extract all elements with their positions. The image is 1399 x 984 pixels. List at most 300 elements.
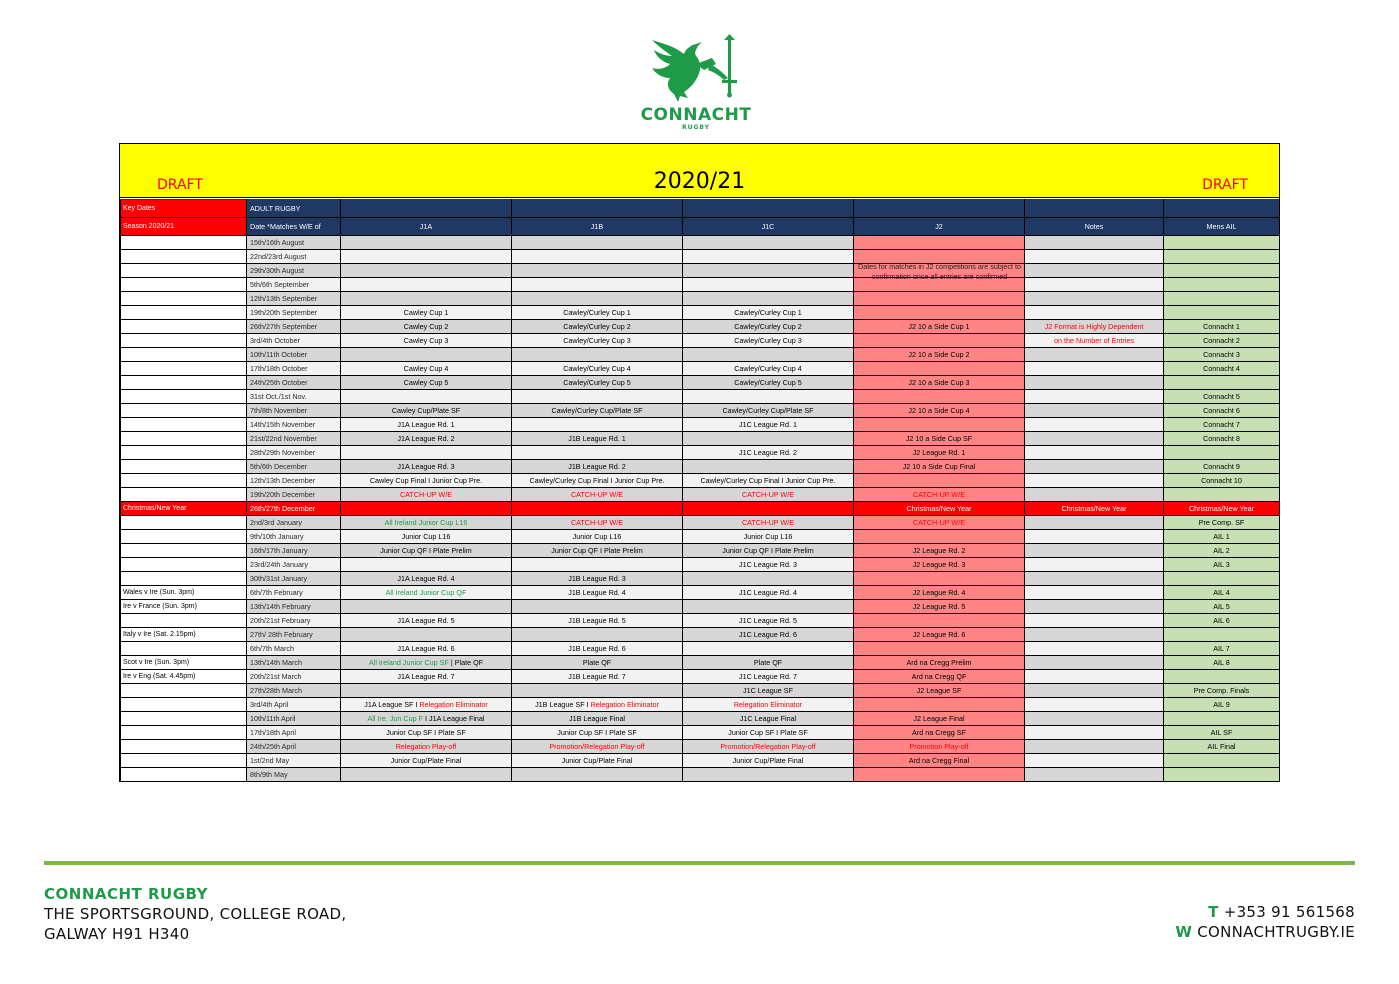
fixture-cell [854, 390, 1025, 404]
fixture-cell: AIL SF [1164, 726, 1280, 740]
fixture-cell: Ard na Cregg Prelim [854, 656, 1025, 670]
fixture-cell [1025, 558, 1164, 572]
footer-contact [1175, 902, 1355, 942]
table-row [121, 712, 1280, 726]
fixture-cell [1164, 264, 1280, 278]
fixture-cell [1025, 250, 1164, 264]
fixture-cell: Cawley/Curley Cup 5 [683, 376, 854, 390]
date-cell: 2nd/3rd January [247, 516, 341, 530]
fixture-cell [683, 572, 854, 586]
fixture-cell [512, 390, 683, 404]
fixture-cell [1025, 754, 1164, 768]
key-date-cell [121, 418, 247, 432]
fixture-cell [1025, 488, 1164, 502]
key-date-cell [121, 530, 247, 544]
fixture-cell [341, 390, 512, 404]
fixture-cell: Cawley/Curley Cup/Plate SF [683, 404, 854, 418]
fixture-cell [854, 418, 1025, 432]
fixture-cell: Plate QF [512, 656, 683, 670]
fixture-cell [1025, 726, 1164, 740]
key-date-cell: Scot v Ire (Sun. 3pm) [121, 656, 247, 670]
date-cell: 15th/16th August [247, 236, 341, 250]
fixture-cell [1025, 656, 1164, 670]
fixture-cell [854, 530, 1025, 544]
fixture-cell: Promotion Play-off [854, 740, 1025, 754]
key-date-cell [121, 460, 247, 474]
date-cell: 20th/21st March [247, 670, 341, 684]
draft-label-right: DRAFT [1202, 177, 1248, 193]
eagle-sword-icon [644, 34, 748, 104]
fixture-part: Relegation Eliminator [590, 699, 659, 709]
fixture-cell [512, 292, 683, 306]
column-header: Mens AIL [1164, 218, 1280, 236]
fixture-part: J1A League SF I [364, 699, 420, 709]
fixture-cell [341, 292, 512, 306]
fixture-cell [1025, 418, 1164, 432]
table-row [121, 334, 1280, 348]
fixture-cell [341, 698, 512, 712]
fixture-cell: J1C League Rd. 4 [683, 586, 854, 600]
fixture-cell: J1B League Rd. 1 [512, 432, 683, 446]
fixture-cell: Connacht 3 [1164, 348, 1280, 362]
fixture-cell: Ard na Cregg Final [854, 754, 1025, 768]
fixture-cell [512, 250, 683, 264]
fixture-cell: J2 League Final [854, 712, 1025, 726]
footer-address [44, 884, 346, 944]
date-cell: 27th/28th March [247, 684, 341, 698]
fixture-cell: J2 10 a Side Cup 3 [854, 376, 1025, 390]
table-row [121, 418, 1280, 432]
table-row [121, 586, 1280, 600]
table-row [121, 740, 1280, 754]
fixture-cell: Connacht 1 [1164, 320, 1280, 334]
date-cell: 5th/6th September [247, 278, 341, 292]
key-date-cell: Italy v Ire (Sat. 2.15pm) [121, 628, 247, 642]
table-row [121, 264, 1280, 278]
fixture-cell [854, 362, 1025, 376]
fixture-cell: Cawley/Curley Cup 4 [683, 362, 854, 376]
fixture-cell: J1B League Rd. 4 [512, 586, 683, 600]
footer-phone [1175, 902, 1355, 922]
table-row [121, 236, 1280, 250]
fixture-cell: J1B League Rd. 2 [512, 460, 683, 474]
key-date-cell [121, 334, 247, 348]
fixture-cell: J1B League Rd. 3 [512, 572, 683, 586]
fixture-cell [1164, 768, 1280, 782]
fixture-cell: Cawley Cup Final I Junior Cup Pre. [341, 474, 512, 488]
fixture-part: I J1A League Final [422, 713, 485, 723]
fixture-cell [1025, 362, 1164, 376]
table-row [121, 474, 1280, 488]
date-cell: 24th/25th April [247, 740, 341, 754]
fixture-cell [341, 502, 512, 516]
fixture-cell [683, 292, 854, 306]
fixture-cell: Cawley/Curley Cup 5 [512, 376, 683, 390]
fixture-cell [683, 264, 854, 278]
date-cell: 17th/18th April [247, 726, 341, 740]
fixture-cell: Cawley/Curley Cup 1 [683, 306, 854, 320]
table-row [121, 558, 1280, 572]
fixture-cell: CATCH-UP W/E [341, 488, 512, 502]
table-row [121, 292, 1280, 306]
date-cell: 27th/ 28th February [247, 628, 341, 642]
fixture-cell: Ard na Cregg SF [854, 726, 1025, 740]
fixture-cell: All Ireland Junior Cup L16 [341, 516, 512, 530]
fixture-cell: AIL 2 [1164, 544, 1280, 558]
fixture-cell [512, 628, 683, 642]
fixture-cell [512, 502, 683, 516]
date-cell: 28th/29th November [247, 446, 341, 460]
fixture-cell [512, 558, 683, 572]
key-date-cell [121, 558, 247, 572]
key-date-cell [121, 642, 247, 656]
phone-number: +353 91 561568 [1223, 903, 1355, 921]
key-date-cell [121, 390, 247, 404]
fixture-cell: J1C League Rd. 6 [683, 628, 854, 642]
footer-address-line-1: THE SPORTSGROUND, COLLEGE ROAD, [44, 905, 347, 923]
fixture-cell [1025, 642, 1164, 656]
brand-subtitle: RUGBY [681, 124, 710, 131]
table-row [121, 250, 1280, 264]
key-date-cell [121, 264, 247, 278]
fixture-cell [683, 600, 854, 614]
footer-org-name: CONNACHT RUGBY [44, 885, 209, 903]
key-date-cell [121, 278, 247, 292]
fixture-cell: Cawley Cup 5 [341, 376, 512, 390]
website-link[interactable]: CONNACHTRUGBY.IE [1197, 923, 1355, 941]
table-row [121, 530, 1280, 544]
fixture-cell: Plate QF [683, 656, 854, 670]
fixture-cell [1025, 404, 1164, 418]
fixture-cell [1025, 684, 1164, 698]
table-row [121, 726, 1280, 740]
fixture-cell [1025, 768, 1164, 782]
fixture-cell [683, 236, 854, 250]
fixture-cell [341, 558, 512, 572]
date-cell: 12th/13th September [247, 292, 341, 306]
fixture-cell: J1C League SF [683, 684, 854, 698]
connacht-logo [636, 34, 756, 134]
fixture-cell: AIL 4 [1164, 586, 1280, 600]
fixture-cell: J2 League Rd. 4 [854, 586, 1025, 600]
date-cell: 31st Oct./1st Nov. [247, 390, 341, 404]
fixture-cell: J2 10 a Side Cup 1 [854, 320, 1025, 334]
fixture-cell [1025, 460, 1164, 474]
fixture-cell: J1A League Rd. 4 [341, 572, 512, 586]
table-row [121, 698, 1280, 712]
fixture-cell: CATCH-UP W/E [683, 488, 854, 502]
fixture-cell: All Ireland Junior Cup QF [341, 586, 512, 600]
footer-address-line-2: GALWAY H91 H340 [44, 925, 190, 943]
table-row [121, 642, 1280, 656]
fixture-cell: CATCH-UP W/E [854, 488, 1025, 502]
table-row [121, 432, 1280, 446]
date-cell: 19th/20th September [247, 306, 341, 320]
column-header: J2 [854, 218, 1025, 236]
fixture-cell [341, 348, 512, 362]
fixture-cell [683, 642, 854, 656]
fixture-cell: Christmas/New Year [1025, 502, 1164, 516]
table-row [121, 390, 1280, 404]
fixture-cell [1025, 432, 1164, 446]
fixture-cell [1025, 628, 1164, 642]
fixture-cell: J2 League SF [854, 684, 1025, 698]
header-row-2 [121, 218, 1280, 236]
fixture-cell [1025, 474, 1164, 488]
fixture-cell [1025, 292, 1164, 306]
fixture-cell [1164, 292, 1280, 306]
fixture-cell: on the Number of Entries [1025, 334, 1164, 348]
date-cell: 9th/10th January [247, 530, 341, 544]
fixture-cell [854, 698, 1025, 712]
key-date-cell [121, 768, 247, 782]
fixture-cell [341, 684, 512, 698]
draft-label-left: DRAFT [157, 177, 203, 193]
fixture-cell [1025, 600, 1164, 614]
fixture-cell: Junior Cup/Plate Final [683, 754, 854, 768]
table-row [121, 488, 1280, 502]
fixture-cell: Junior Cup L16 [341, 530, 512, 544]
date-cell: 8th/9th May [247, 768, 341, 782]
fixture-cell [1164, 488, 1280, 502]
fixture-cell [512, 684, 683, 698]
key-date-cell [121, 250, 247, 264]
fixture-cell: AIL 5 [1164, 600, 1280, 614]
date-cell: 5th/6th December [247, 460, 341, 474]
column-header: Notes [1025, 218, 1164, 236]
fixture-cell [683, 432, 854, 446]
fixture-cell [341, 600, 512, 614]
table-row [121, 502, 1280, 516]
fixture-cell [512, 264, 683, 278]
date-cell: 10th/11th April [247, 712, 341, 726]
fixture-cell [341, 628, 512, 642]
fixture-cell [341, 446, 512, 460]
fixture-cell: Connacht 5 [1164, 390, 1280, 404]
fixture-cell [1025, 446, 1164, 460]
fixture-cell: J2 League Rd. 1 [854, 446, 1025, 460]
fixture-cell: J1C League Final [683, 712, 854, 726]
key-date-cell [121, 236, 247, 250]
fixture-cell [1025, 670, 1164, 684]
footer-divider [44, 861, 1355, 865]
fixture-cell [512, 446, 683, 460]
fixture-cell [854, 306, 1025, 320]
key-date-cell: Christmas/New Year [121, 502, 247, 516]
fixture-cell: J1C League Rd. 7 [683, 670, 854, 684]
fixture-cell [1164, 250, 1280, 264]
fixture-cell [1025, 530, 1164, 544]
table-row [121, 670, 1280, 684]
fixture-cell [512, 236, 683, 250]
table-row [121, 320, 1280, 334]
fixture-cell [1025, 390, 1164, 404]
fixture-cell [1164, 278, 1280, 292]
fixture-cell [1025, 712, 1164, 726]
fixture-cell: J2 10 a Side Cup Final [854, 460, 1025, 474]
fixture-cell: Christmas/New Year [1164, 502, 1280, 516]
fixture-cell: Cawley/Curley Cup Final I Junior Cup Pre. [683, 474, 854, 488]
fixture-cell [512, 600, 683, 614]
fixture-cell: AIL 7 [1164, 642, 1280, 656]
season-header: Season 2020/21 [121, 218, 247, 236]
fixture-cell: Junior Cup QF I Plate Prelim [512, 544, 683, 558]
table-row [121, 446, 1280, 460]
fixture-cell: Cawley/Curley Cup 3 [683, 334, 854, 348]
fixture-cell: CATCH-UP W/E [854, 516, 1025, 530]
date-cell: 1st/2nd May [247, 754, 341, 768]
fixture-cell: J1C League Rd. 3 [683, 558, 854, 572]
fixture-cell: J1A League Rd. 2 [341, 432, 512, 446]
header-row-1 [121, 200, 1280, 218]
table-row [121, 348, 1280, 362]
fixture-cell: Cawley Cup/Plate SF [341, 404, 512, 418]
fixture-cell: Relegation Play-off [341, 740, 512, 754]
fixture-cell [1164, 446, 1280, 460]
fixture-cell: AIL 1 [1164, 530, 1280, 544]
fixture-cell: AIL 6 [1164, 614, 1280, 628]
key-date-cell [121, 306, 247, 320]
fixture-cell [341, 250, 512, 264]
fixture-cell: J2 10 a Side Cup 4 [854, 404, 1025, 418]
fixture-cell [1025, 572, 1164, 586]
date-cell: 13th/14th March [247, 656, 341, 670]
fixture-cell [683, 502, 854, 516]
fixture-cell: Connacht 10 [1164, 474, 1280, 488]
table-row [121, 614, 1280, 628]
fixture-cell [341, 712, 512, 726]
key-date-cell [121, 754, 247, 768]
fixture-cell [1025, 698, 1164, 712]
fixture-cell [854, 334, 1025, 348]
fixture-cell: Junior Cup SF I Plate SF [683, 726, 854, 740]
footer-website [1175, 922, 1355, 942]
fixture-cell [1025, 236, 1164, 250]
fixture-cell [854, 292, 1025, 306]
fixture-cell [683, 768, 854, 782]
fixture-cell: J1A League Rd. 3 [341, 460, 512, 474]
fixture-cell: J1A League Rd. 6 [341, 642, 512, 656]
fixture-cell: Junior Cup/Plate Final [341, 754, 512, 768]
fixture-cell: CATCH-UP W/E [512, 516, 683, 530]
fixture-cell [1025, 348, 1164, 362]
fixture-cell: Junior Cup SF I Plate SF [512, 726, 683, 740]
fixture-cell [1025, 278, 1164, 292]
fixture-cell [1025, 306, 1164, 320]
key-date-cell [121, 488, 247, 502]
fixture-cell: AIL Final [1164, 740, 1280, 754]
date-cell: 29th/30th August [247, 264, 341, 278]
fixture-cell: Pre Comp. Finals [1164, 684, 1280, 698]
fixture-cell [1164, 572, 1280, 586]
fixture-cell [1164, 628, 1280, 642]
date-cell: 3rd/4th October [247, 334, 341, 348]
fixture-cell [1025, 264, 1164, 278]
fixture-cell [1025, 614, 1164, 628]
table-row [121, 460, 1280, 474]
key-date-cell [121, 740, 247, 754]
table-row [121, 376, 1280, 390]
key-date-cell [121, 544, 247, 558]
fixture-cell: Pre Comp. SF [1164, 516, 1280, 530]
date-cell: 13th/14th February [247, 600, 341, 614]
date-cell: 24th/25th October [247, 376, 341, 390]
column-header: J1B [512, 218, 683, 236]
j2-dates-note: Dates for matches in J2 competitions are subject to confirmation once all entries are confirmed [858, 262, 1021, 281]
fixture-cell [512, 278, 683, 292]
key-date-cell: Ire v France (Sun. 3pm) [121, 600, 247, 614]
date-cell: 17th/18th October [247, 362, 341, 376]
fixture-cell: Cawley Cup 4 [341, 362, 512, 376]
table-row [121, 404, 1280, 418]
fixture-cell [512, 698, 683, 712]
title-banner [120, 144, 1279, 198]
fixture-cell: Connacht 2 [1164, 334, 1280, 348]
fixture-part: | Plate QF [450, 657, 484, 667]
fixture-cell: Junior Cup L16 [512, 530, 683, 544]
key-date-cell [121, 292, 247, 306]
table-row [121, 754, 1280, 768]
fixture-cell [683, 250, 854, 264]
fixture-cell [1025, 516, 1164, 530]
fixture-cell [683, 348, 854, 362]
table-row [121, 306, 1280, 320]
fixture-cell [1164, 306, 1280, 320]
fixture-cell: Promotion/Relegation Play-off [683, 740, 854, 754]
fixture-cell [854, 642, 1025, 656]
table-row [121, 684, 1280, 698]
date-cell: 20th/21st February [247, 614, 341, 628]
key-date-cell [121, 698, 247, 712]
fixture-cell: Cawley Cup 3 [341, 334, 512, 348]
fixture-cell [1025, 376, 1164, 390]
fixture-cell: Connacht 7 [1164, 418, 1280, 432]
fixture-part: All Ire. Jun Cup F [367, 713, 423, 723]
fixture-cell [512, 418, 683, 432]
key-date-cell [121, 376, 247, 390]
fixture-cell: Connacht 8 [1164, 432, 1280, 446]
fixture-cell: Cawley Cup 2 [341, 320, 512, 334]
fixture-cell: Cawley/Curley Cup/Plate SF [512, 404, 683, 418]
fixture-cell: J2 League Rd. 3 [854, 558, 1025, 572]
date-cell: 3rd/4th April [247, 698, 341, 712]
fixture-cell [854, 768, 1025, 782]
table-row [121, 516, 1280, 530]
fixture-cell [1164, 236, 1280, 250]
fixture-cell: J2 League Rd. 5 [854, 600, 1025, 614]
fixture-cell: Cawley/Curley Cup 2 [683, 320, 854, 334]
fixture-cell: J1B League Rd. 5 [512, 614, 683, 628]
fixture-cell: AIL 8 [1164, 656, 1280, 670]
fixture-cell [341, 278, 512, 292]
fixture-cell: CATCH-UP W/E [683, 516, 854, 530]
fixture-cell [683, 278, 854, 292]
fixture-cell: CATCH-UP W/E [512, 488, 683, 502]
fixture-cell [1164, 712, 1280, 726]
fixture-cell [341, 768, 512, 782]
table-row [121, 600, 1280, 614]
column-header: J1A [341, 218, 512, 236]
fixture-cell: J1A League Rd. 7 [341, 670, 512, 684]
fixture-cell: Connacht 6 [1164, 404, 1280, 418]
adult-rugby-header: ADULT RUGBY [247, 200, 341, 218]
fixture-cell: J2 10 a Side Cup 2 [854, 348, 1025, 362]
fixture-cell: Cawley/Curley Cup 1 [512, 306, 683, 320]
fixture-part: J1B League SF I [535, 699, 591, 709]
key-date-cell [121, 516, 247, 530]
date-cell: 30th/31st January [247, 572, 341, 586]
fixture-cell [1025, 740, 1164, 754]
